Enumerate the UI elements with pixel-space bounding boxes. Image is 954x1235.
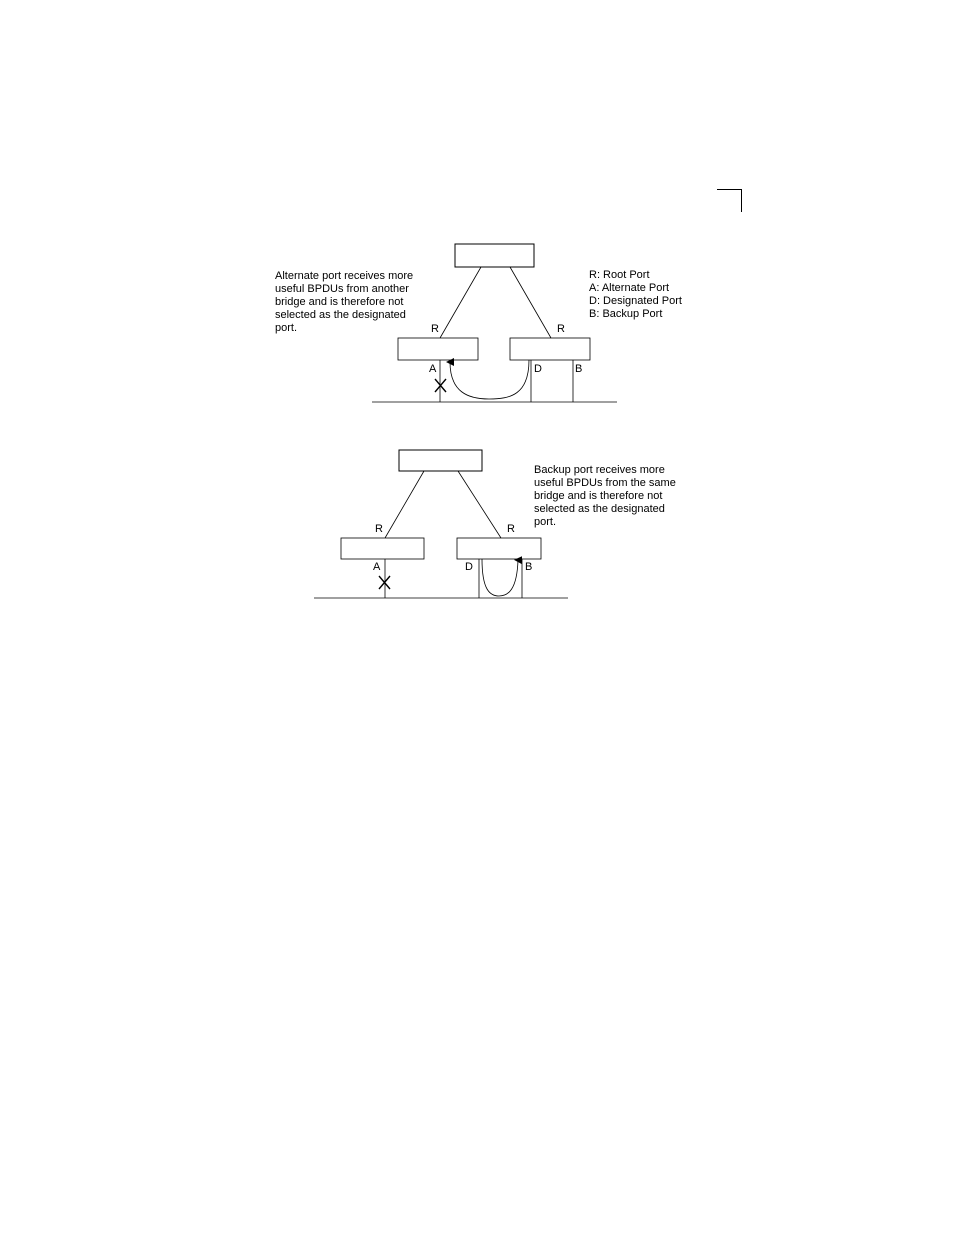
root-bridge-box [399,450,482,471]
root-port-label-right: R [507,523,515,535]
legend-item-backup: B: Backup Port [589,308,663,320]
note-line: useful BPDUs from another [275,283,409,295]
link-left [385,471,424,538]
designated-port-label: D [534,363,542,375]
note-line: port. [275,322,298,334]
note-line: selected as the designated [275,309,406,321]
root-port-label-right: R [557,323,565,335]
bpdu-path-arrow [450,360,529,399]
note-line: bridge and is therefore not [275,296,404,308]
note-line: port. [534,516,557,528]
root-port-label-left: R [375,523,383,535]
note-line: Alternate port receives more [275,270,414,282]
backup-port-label: B [525,561,533,573]
legend-item-alternate: A: Alternate Port [589,282,670,294]
link-right [510,267,551,338]
backup-port-diagram [314,450,568,598]
note-line: selected as the designated [534,503,665,515]
note-line: Backup port receives more [534,464,665,476]
alternate-port-label: A [429,363,437,375]
backup-port-label: B [575,363,583,375]
bridge-right-box [510,338,590,360]
root-bridge-box [455,244,534,267]
blocked-port-x-icon [379,576,390,589]
legend-item-root: R: Root Port [589,269,650,281]
bridge-right-box [457,538,541,559]
link-right [458,471,501,538]
blocked-port-x-icon [435,379,446,392]
alternate-port-diagram [372,244,617,402]
bridge-left-box [398,338,478,360]
note-line: useful BPDUs from the same [534,477,676,489]
bpdu-path-arrow [482,559,518,596]
note-line: bridge and is therefore not [534,490,663,502]
root-port-label-left: R [431,323,439,335]
alternate-port-label: A [373,561,381,573]
link-left [440,267,481,338]
bridge-left-box [341,538,424,559]
legend-item-designated: D: Designated Port [589,295,682,307]
designated-port-label: D [465,561,473,573]
